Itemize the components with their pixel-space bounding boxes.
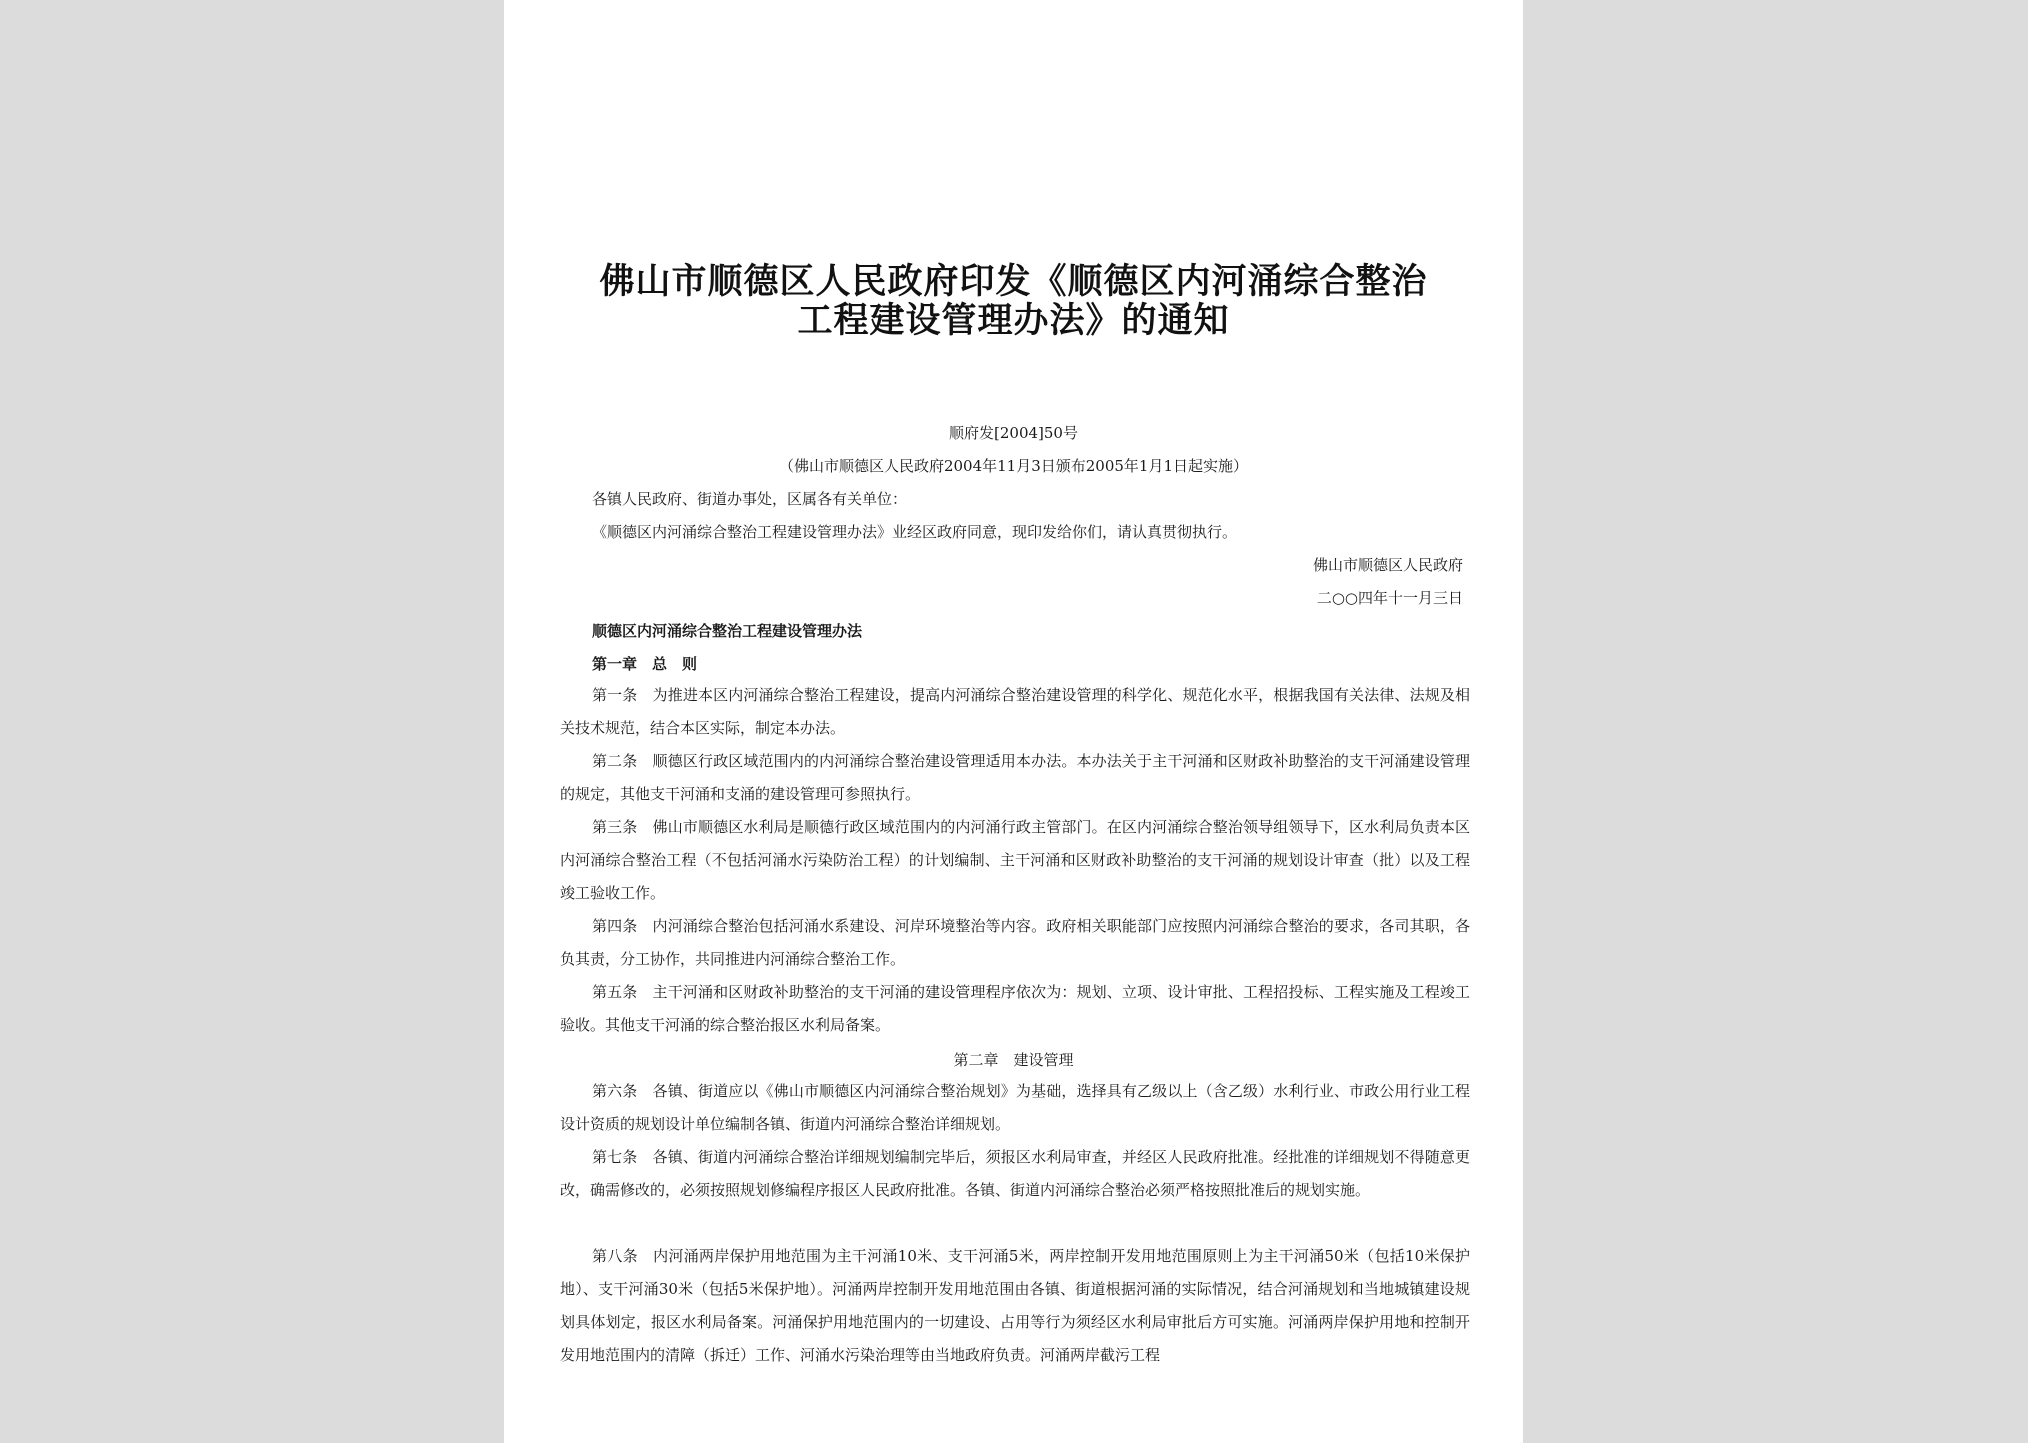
issue-note: （佛山市顺德区人民政府2004年11月3日颁布2005年1月1日起实施） (778, 457, 1249, 475)
article-6: 第六条 各镇、街道应以《佛山市顺德区内河涌综合整治规划》为基础，选择具有乙级以上（含乙级）水利行业、市政公用行业工程设计资质的规划设计单位编制各镇、街道内河涌综合整治详细规划。 (560, 1082, 1470, 1133)
regulation-title: 顺德区内河涌综合整治工程建设管理办法 (592, 622, 863, 640)
document-number: 顺府发[2004]50号 (949, 424, 1078, 442)
notice-body: 《顺德区内河涌综合整治工程建设管理办法》业经区政府同意，现印发给你们，请认真贯彻执行。 (592, 523, 1238, 541)
article-4: 第四条 内河涌综合整治包括河涌水系建设、河岸环境整治等内容。政府相关职能部门应按照内河涌综合整治的要求，各司其职，各负其责，分工协作，共同推进内河涌综合整治工作。 (560, 917, 1470, 968)
title-line-2: 工程建设管理办法》的通知 (797, 300, 1230, 341)
chapter-1-heading: 第一章 总 则 (592, 655, 698, 673)
addressee: 各镇人民政府、街道办事处，区属各有关单位： (592, 490, 908, 508)
document-title (544, 262, 1483, 340)
article-3: 第三条 佛山市顺德区水利局是顺德行政区域范围内的内河涌行政主管部门。在区内河涌综合整治领导组领导下，区水利局负责本区内河涌综合整治工程（不包括河涌水污染防治工程）的计划编制、主干河涌和区财政补助整治的支干河涌的规划设计审查（批）以及工程竣工验收工作。 (560, 818, 1470, 902)
article-1: 第一条 为推进本区内河涌综合整治工程建设，提高内河涌综合整治建设管理的科学化、规范化水平，根据我国有关法律、法规及相关技术规范，结合本区实际，制定本办法。 (560, 686, 1470, 737)
issue-date: 二○○四年十一月三日 (1316, 589, 1463, 607)
article-7: 第七条 各镇、街道内河涌综合整治详细规划编制完毕后，须报区水利局审查，并经区人民政府批准。经批准的详细规划不得随意更改，确需修改的，必须按照规划修编程序报区人民政府批准。各镇、街道内河涌综合整治必须严格按照批准后的规划实施。 (560, 1148, 1470, 1199)
signature: 佛山市顺德区人民政府 (1312, 556, 1463, 574)
article-8: 第八条 内河涌两岸保护用地范围为主干河涌10米、支干河涌5米，两岸控制开发用地范围原则上为主干河涌50米（包括10米保护地）、支干河涌30米（包括5米保护地）。河涌两岸控制开发用地范围由各镇、街道根据河涌的实际情况，结合河涌规划和当地城镇建设规划具体划定，报区水利局备案。河涌保护用地范围内的一切建设、占用等行为须经区水利局审批后方可实施。河涌两岸保护用地和控制开发用地范围内的清障（拆迁）工作、河涌水污染治理等由当地政府负责。河涌两岸截污工程 (560, 1247, 1470, 1364)
document-page (504, 0, 1523, 1443)
article-2: 第二条 顺德区行政区域范围内的内河涌综合整治建设管理适用本办法。本办法关于主干河涌和区财政补助整治的支干河涌建设管理的规定，其他支干河涌和支涌的建设管理可参照执行。 (560, 752, 1470, 803)
title-line-1: 佛山市顺德区人民政府印发《顺德区内河涌综合整治 (599, 261, 1428, 302)
chapter-2-heading: 第二章 建设管理 (953, 1051, 1074, 1069)
article-5: 第五条 主干河涌和区财政补助整治的支干河涌的建设管理程序依次为：规划、立项、设计审批、工程招投标、工程实施及工程竣工验收。其他支干河涌的综合整治报区水利局备案。 (560, 983, 1470, 1034)
